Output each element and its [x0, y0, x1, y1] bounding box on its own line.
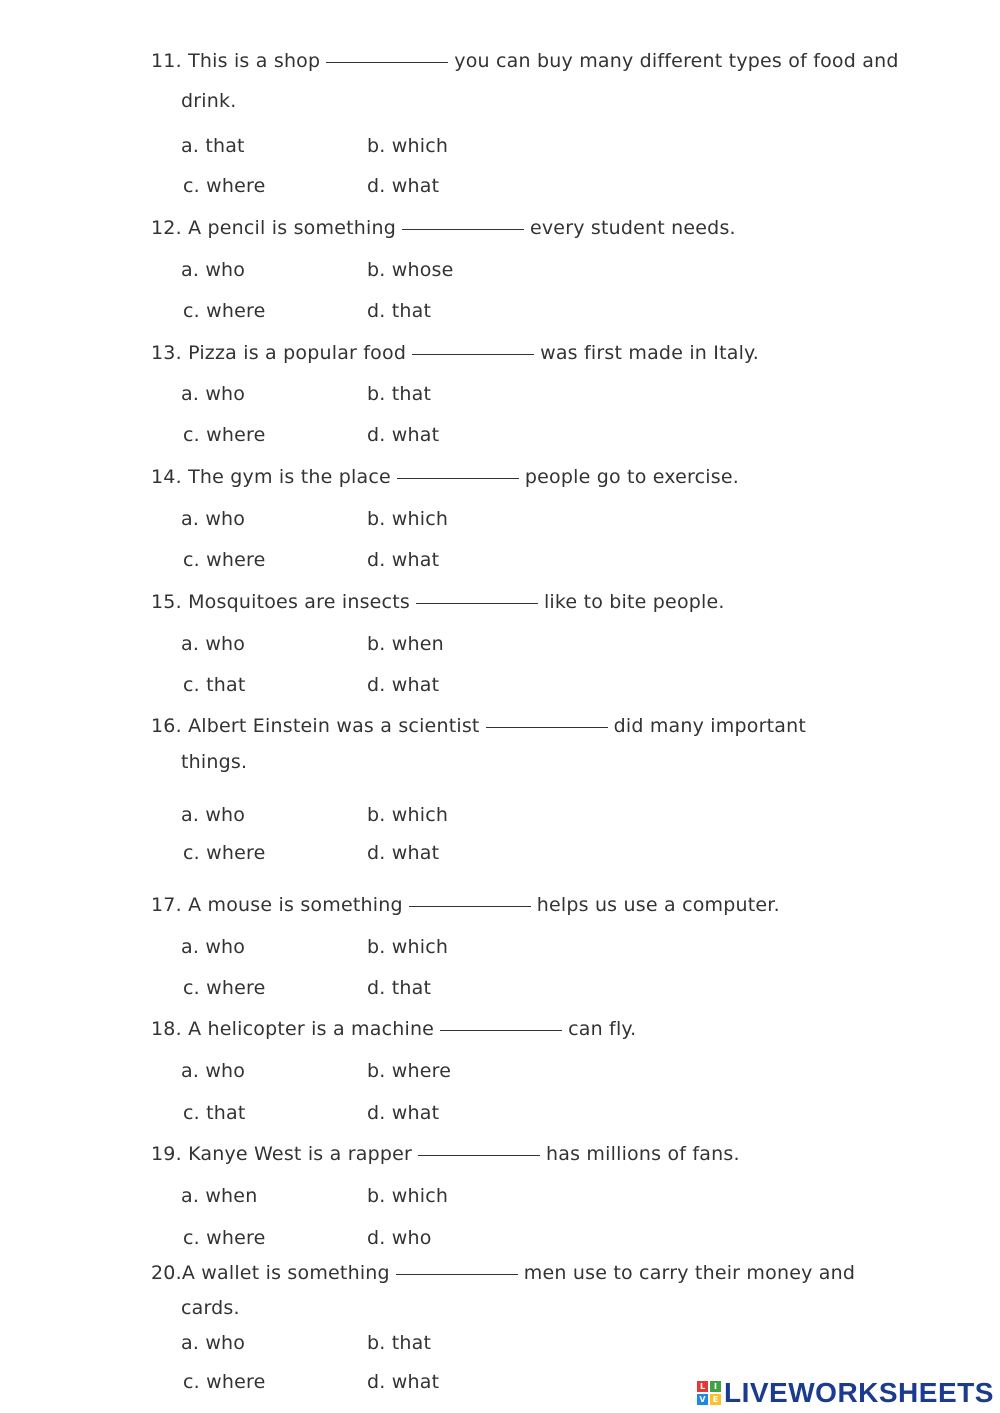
- option-b[interactable]: b. which: [367, 1185, 449, 1207]
- answer-blank[interactable]: [418, 1155, 540, 1156]
- answer-blank[interactable]: [416, 603, 538, 604]
- option-a[interactable]: a. when: [181, 1185, 258, 1207]
- option-d[interactable]: d. what: [367, 1102, 440, 1124]
- option-d[interactable]: d. what: [367, 424, 440, 446]
- option-b[interactable]: b. when: [367, 633, 444, 655]
- question-13: 13. Pizza is a popular food was first made in Italy.: [151, 342, 760, 364]
- option-a[interactable]: a. who: [181, 936, 246, 958]
- option-c[interactable]: c. that: [183, 1102, 246, 1124]
- option-b[interactable]: b. which: [367, 508, 449, 530]
- option-a[interactable]: a. who: [181, 259, 246, 281]
- answer-blank[interactable]: [397, 478, 519, 479]
- brand-name: LIVEWORKSHEETS: [724, 1377, 994, 1408]
- option-d[interactable]: d. what: [367, 549, 440, 571]
- answer-blank[interactable]: [486, 727, 608, 728]
- option-a[interactable]: a. who: [181, 383, 246, 405]
- option-b[interactable]: b. which: [367, 804, 449, 826]
- option-a[interactable]: a. that: [181, 135, 245, 157]
- option-c[interactable]: c. where: [183, 175, 266, 197]
- option-c[interactable]: c. where: [183, 300, 266, 322]
- option-c[interactable]: c. where: [183, 842, 266, 864]
- option-b[interactable]: b. whose: [367, 259, 454, 281]
- option-b[interactable]: b. which: [367, 135, 449, 157]
- option-c[interactable]: c. where: [183, 1227, 266, 1249]
- answer-blank[interactable]: [409, 906, 531, 907]
- question-12: 12. A pencil is something every student needs.: [151, 217, 736, 239]
- option-d[interactable]: d. what: [367, 674, 440, 696]
- question-16-continuation: things.: [181, 751, 248, 773]
- option-d[interactable]: d. that: [367, 977, 432, 999]
- question-11-continuation: drink.: [181, 90, 237, 112]
- option-b[interactable]: b. that: [367, 1332, 432, 1354]
- option-b[interactable]: b. that: [367, 383, 432, 405]
- question-16: 16. Albert Einstein was a scientist did many important: [151, 715, 806, 737]
- option-d[interactable]: d. that: [367, 300, 432, 322]
- question-19: 19. Kanye West is a rapper has millions of fans.: [151, 1143, 740, 1165]
- option-c[interactable]: c. where: [183, 1371, 266, 1393]
- question-15: 15. Mosquitoes are insects like to bite people.: [151, 591, 725, 613]
- option-c[interactable]: c. that: [183, 674, 246, 696]
- option-a[interactable]: a. who: [181, 804, 246, 826]
- option-c[interactable]: c. where: [183, 549, 266, 571]
- option-d[interactable]: d. what: [367, 175, 440, 197]
- question-20: 20.A wallet is something men use to carry their money and: [151, 1262, 856, 1284]
- option-a[interactable]: a. who: [181, 1332, 246, 1354]
- answer-blank[interactable]: [326, 62, 448, 63]
- cube-icon: L I V E: [697, 1381, 721, 1405]
- option-a[interactable]: a. who: [181, 633, 246, 655]
- answer-blank[interactable]: [440, 1030, 562, 1031]
- question-11: 11. This is a shop you can buy many different types of food and: [151, 50, 899, 72]
- question-20-continuation: cards.: [181, 1297, 240, 1319]
- option-b[interactable]: b. where: [367, 1060, 452, 1082]
- option-c[interactable]: c. where: [183, 977, 266, 999]
- answer-blank[interactable]: [402, 229, 524, 230]
- option-d[interactable]: d. what: [367, 842, 440, 864]
- option-d[interactable]: d. who: [367, 1227, 432, 1249]
- option-c[interactable]: c. where: [183, 424, 266, 446]
- answer-blank[interactable]: [396, 1274, 518, 1275]
- option-a[interactable]: a. who: [181, 1060, 246, 1082]
- answer-blank[interactable]: [412, 354, 534, 355]
- question-14: 14. The gym is the place people go to exercise.: [151, 466, 740, 488]
- option-b[interactable]: b. which: [367, 936, 449, 958]
- liveworksheets-logo: [697, 1377, 994, 1409]
- question-17: 17. A mouse is something helps us use a computer.: [151, 894, 780, 916]
- question-18: 18. A helicopter is a machine can fly.: [151, 1018, 637, 1040]
- option-d[interactable]: d. what: [367, 1371, 440, 1393]
- option-a[interactable]: a. who: [181, 508, 246, 530]
